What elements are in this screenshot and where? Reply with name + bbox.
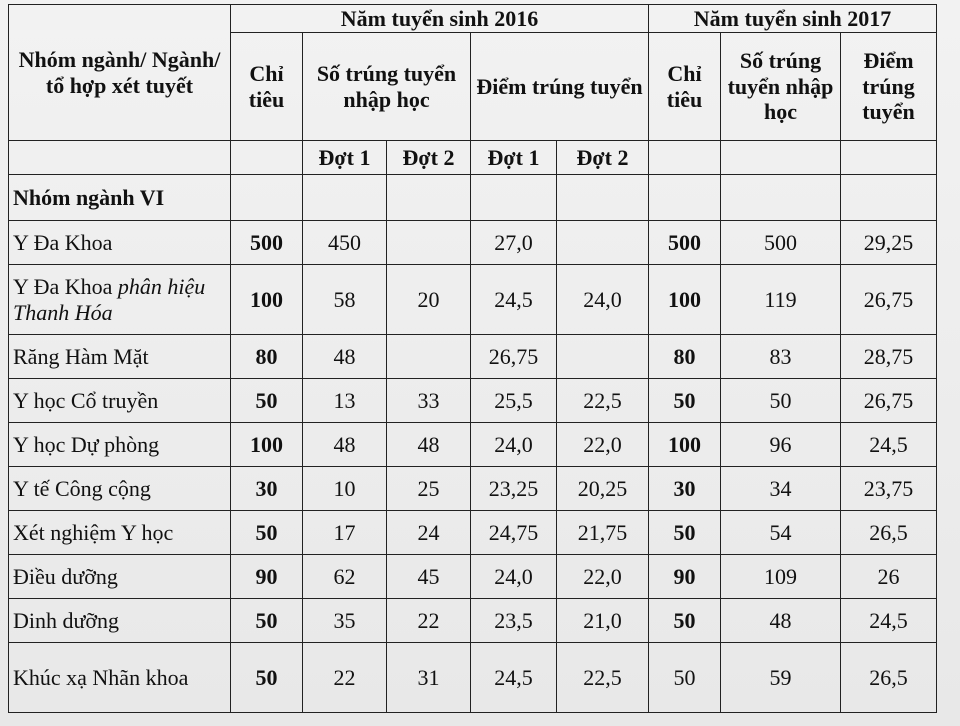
admissions-table bbox=[8, 4, 937, 713]
nhap-hoc-2017-cell: 96 bbox=[721, 423, 841, 467]
nhap-hoc-2017-cell: 83 bbox=[721, 335, 841, 379]
nhap-hoc-dot1-cell: 35 bbox=[303, 599, 387, 643]
chi-tieu-2017-cell: 50 bbox=[649, 379, 721, 423]
nhap-hoc-2017-cell: 50 bbox=[721, 379, 841, 423]
table-row bbox=[9, 511, 937, 555]
header-year-2017: Năm tuyển sinh 2017 bbox=[649, 5, 937, 33]
nhap-hoc-2017-cell: 119 bbox=[721, 265, 841, 335]
diem-dot1-cell: 24,5 bbox=[471, 265, 557, 335]
program-name-cell bbox=[9, 599, 231, 643]
diem-dot1-cell: 23,5 bbox=[471, 599, 557, 643]
table-row bbox=[9, 599, 937, 643]
nhap-hoc-2017-cell: 34 bbox=[721, 467, 841, 511]
chi-tieu-2016-cell: 500 bbox=[231, 221, 303, 265]
header-chi-tieu-2016: Chỉ tiêu bbox=[231, 33, 303, 141]
nhap-hoc-dot2-cell: 48 bbox=[387, 423, 471, 467]
chi-tieu-2016-cell: 50 bbox=[231, 599, 303, 643]
table-row bbox=[9, 379, 937, 423]
nhap-hoc-2017-cell: 500 bbox=[721, 221, 841, 265]
program-name: Dinh dưỡng bbox=[13, 607, 120, 633]
nhap-hoc-dot2-cell: 31 bbox=[387, 643, 471, 713]
diem-dot1-cell: 25,5 bbox=[471, 379, 557, 423]
program-name: Xét nghiệm Y học bbox=[13, 519, 174, 545]
chi-tieu-2016-cell: 30 bbox=[231, 467, 303, 511]
diem-2017-cell: 24,5 bbox=[841, 423, 937, 467]
nhap-hoc-dot1-cell: 13 bbox=[303, 379, 387, 423]
empty-cell bbox=[557, 175, 649, 221]
header-empty-cell bbox=[9, 141, 231, 175]
chi-tieu-2016-cell: 100 bbox=[231, 265, 303, 335]
empty-cell bbox=[841, 175, 937, 221]
diem-2017-cell: 23,75 bbox=[841, 467, 937, 511]
header-dot1-nhap-hoc: Đợt 1 bbox=[303, 141, 387, 175]
nhap-hoc-dot1-cell: 17 bbox=[303, 511, 387, 555]
group-row bbox=[9, 175, 937, 221]
table-row bbox=[9, 335, 937, 379]
nhap-hoc-2017-cell: 54 bbox=[721, 511, 841, 555]
diem-2017-cell: 24,5 bbox=[841, 599, 937, 643]
empty-cell bbox=[231, 175, 303, 221]
diem-2017-cell: 26,75 bbox=[841, 379, 937, 423]
header-empty-cell bbox=[721, 141, 841, 175]
table-row bbox=[9, 555, 937, 599]
nhap-hoc-dot1-cell: 62 bbox=[303, 555, 387, 599]
nhap-hoc-dot1-cell: 22 bbox=[303, 643, 387, 713]
diem-2017-cell: 28,75 bbox=[841, 335, 937, 379]
diem-dot2-cell bbox=[557, 335, 649, 379]
diem-dot2-cell: 22,5 bbox=[557, 379, 649, 423]
chi-tieu-2017-cell: 50 bbox=[649, 599, 721, 643]
nhap-hoc-dot2-cell: 45 bbox=[387, 555, 471, 599]
chi-tieu-2017-cell: 30 bbox=[649, 467, 721, 511]
program-name-suffix: phân hiệu Thanh Hóa bbox=[13, 273, 206, 325]
header-diem-trung-tuyen-2017: Điểm trúng tuyển bbox=[841, 33, 937, 141]
group-name: Nhóm ngành VI bbox=[9, 175, 231, 221]
diem-2017-cell: 26,5 bbox=[841, 643, 937, 713]
empty-cell bbox=[471, 175, 557, 221]
header-so-trung-tuyen-2016: Số trúng tuyển nhập học bbox=[303, 33, 471, 141]
header-diem-trung-tuyen-2016: Điểm trúng tuyển bbox=[471, 33, 649, 141]
program-name: Y Đa Khoa bbox=[13, 229, 113, 255]
nhap-hoc-dot1-cell: 450 bbox=[303, 221, 387, 265]
program-name-cell bbox=[9, 555, 231, 599]
table-row bbox=[9, 423, 937, 467]
chi-tieu-2017-cell: 50 bbox=[649, 511, 721, 555]
diem-2017-cell: 26,5 bbox=[841, 511, 937, 555]
header-dot2-nhap-hoc: Đợt 2 bbox=[387, 141, 471, 175]
nhap-hoc-dot1-cell: 48 bbox=[303, 335, 387, 379]
program-name: Răng Hàm Mặt bbox=[13, 343, 149, 369]
program-name-cell bbox=[9, 379, 231, 423]
nhap-hoc-2017-cell: 109 bbox=[721, 555, 841, 599]
program-name: Khúc xạ Nhãn khoa bbox=[13, 664, 189, 690]
program-name-cell bbox=[9, 265, 231, 335]
table-row bbox=[9, 467, 937, 511]
header-dot1-diem: Đợt 1 bbox=[471, 141, 557, 175]
diem-2017-cell: 29,25 bbox=[841, 221, 937, 265]
chi-tieu-2017-cell: 100 bbox=[649, 265, 721, 335]
diem-dot2-cell: 24,0 bbox=[557, 265, 649, 335]
program-name-cell bbox=[9, 511, 231, 555]
chi-tieu-2016-cell: 50 bbox=[231, 511, 303, 555]
diem-dot1-cell: 27,0 bbox=[471, 221, 557, 265]
program-name: Y học Cổ truyền bbox=[13, 387, 159, 413]
nhap-hoc-dot1-cell: 10 bbox=[303, 467, 387, 511]
diem-dot1-cell: 24,0 bbox=[471, 555, 557, 599]
header-dot2-diem: Đợt 2 bbox=[557, 141, 649, 175]
nhap-hoc-dot1-cell: 58 bbox=[303, 265, 387, 335]
chi-tieu-2017-cell: 500 bbox=[649, 221, 721, 265]
diem-dot2-cell: 21,75 bbox=[557, 511, 649, 555]
chi-tieu-2017-cell: 50 bbox=[649, 643, 721, 713]
program-name: Y học Dự phòng bbox=[13, 431, 160, 457]
nhap-hoc-dot2-cell: 22 bbox=[387, 599, 471, 643]
nhap-hoc-dot2-cell: 33 bbox=[387, 379, 471, 423]
chi-tieu-2017-cell: 80 bbox=[649, 335, 721, 379]
header-so-trung-tuyen-2017: Số trúng tuyển nhập học bbox=[721, 33, 841, 141]
header-empty-cell bbox=[841, 141, 937, 175]
nhap-hoc-dot2-cell: 25 bbox=[387, 467, 471, 511]
diem-dot2-cell: 20,25 bbox=[557, 467, 649, 511]
nhap-hoc-dot2-cell bbox=[387, 221, 471, 265]
nhap-hoc-dot2-cell: 24 bbox=[387, 511, 471, 555]
chi-tieu-2016-cell: 100 bbox=[231, 423, 303, 467]
nhap-hoc-2017-cell: 59 bbox=[721, 643, 841, 713]
diem-dot2-cell bbox=[557, 221, 649, 265]
nhap-hoc-2017-cell: 48 bbox=[721, 599, 841, 643]
diem-dot1-cell: 24,0 bbox=[471, 423, 557, 467]
program-name: Y tế Công cộng bbox=[13, 475, 151, 501]
chi-tieu-2016-cell: 50 bbox=[231, 379, 303, 423]
chi-tieu-2016-cell: 80 bbox=[231, 335, 303, 379]
program-name-cell bbox=[9, 643, 231, 713]
diem-dot2-cell: 21,0 bbox=[557, 599, 649, 643]
program-name-cell bbox=[9, 335, 231, 379]
empty-cell bbox=[649, 175, 721, 221]
diem-dot2-cell: 22,0 bbox=[557, 555, 649, 599]
nhap-hoc-dot2-cell: 20 bbox=[387, 265, 471, 335]
diem-dot1-cell: 24,75 bbox=[471, 511, 557, 555]
diem-2017-cell: 26 bbox=[841, 555, 937, 599]
diem-dot1-cell: 23,25 bbox=[471, 467, 557, 511]
header-empty-cell bbox=[649, 141, 721, 175]
chi-tieu-2017-cell: 100 bbox=[649, 423, 721, 467]
nhap-hoc-dot2-cell bbox=[387, 335, 471, 379]
header-empty-cell bbox=[231, 141, 303, 175]
program-name-cell bbox=[9, 423, 231, 467]
header-first-col: Nhóm ngành/ Ngành/ tổ hợp xét tuyết bbox=[9, 5, 231, 141]
header-year-2016: Năm tuyển sinh 2016 bbox=[231, 5, 649, 33]
empty-cell bbox=[721, 175, 841, 221]
chi-tieu-2017-cell: 90 bbox=[649, 555, 721, 599]
program-name: Y Đa Khoa bbox=[13, 273, 113, 299]
nhap-hoc-dot1-cell: 48 bbox=[303, 423, 387, 467]
table-row bbox=[9, 221, 937, 265]
program-name-cell bbox=[9, 467, 231, 511]
table-row bbox=[9, 643, 937, 713]
header-chi-tieu-2017: Chỉ tiêu bbox=[649, 33, 721, 141]
diem-dot2-cell: 22,0 bbox=[557, 423, 649, 467]
diem-2017-cell: 26,75 bbox=[841, 265, 937, 335]
empty-cell bbox=[303, 175, 387, 221]
empty-cell bbox=[387, 175, 471, 221]
diem-dot1-cell: 24,5 bbox=[471, 643, 557, 713]
chi-tieu-2016-cell: 50 bbox=[231, 643, 303, 713]
diem-dot1-cell: 26,75 bbox=[471, 335, 557, 379]
program-name: Điều dưỡng bbox=[13, 563, 118, 589]
program-name-cell bbox=[9, 221, 231, 265]
table-row bbox=[9, 265, 937, 335]
chi-tieu-2016-cell: 90 bbox=[231, 555, 303, 599]
diem-dot2-cell: 22,5 bbox=[557, 643, 649, 713]
